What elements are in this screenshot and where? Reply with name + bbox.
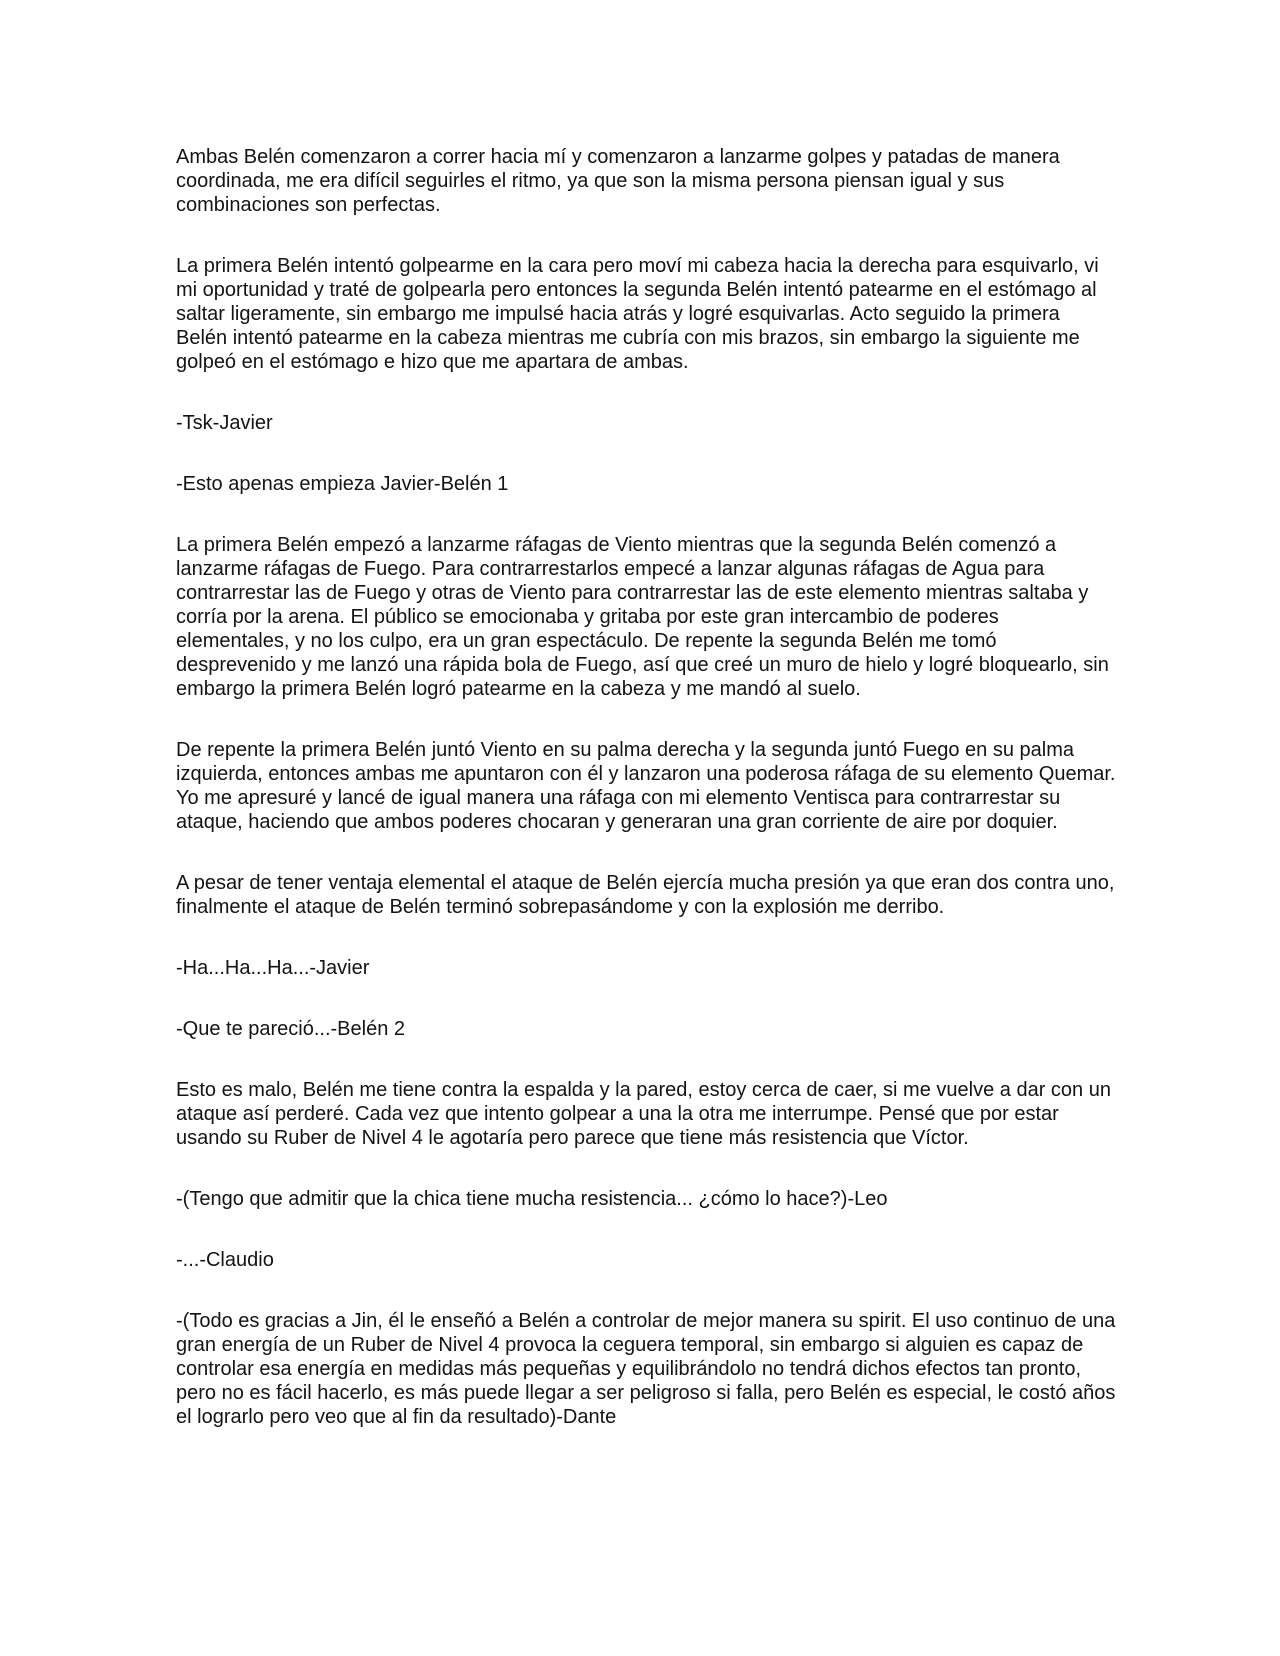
paragraph-3: La primera Belén empezó a lanzarme ráfagas de Viento mientras que la segunda Belén comenzó a lanzarme ráfagas de Fuego. Para contrarrestarlos empecé a lanzar algunas ráfagas de Agua para contrarrestar las de Fuego y otras de Viento para contrarrestar las de este elemento mientras saltaba y corría por la arena. El público se emocionaba y gritaba por este gran intercambio de poderes elementales, y no los culpo, era un gran espectáculo. De repente la segunda Belén me tomó desprevenido y me lanzó una rápida bola de Fuego, así que creé un muro de hielo y logré bloquearlo, sin embargo la primera Belén logró patearme en la cabeza y me mandó al suelo.: [176, 534, 1109, 700]
dialogue-line-1: -Tsk-Javier: [176, 412, 273, 434]
dialogue-line-2: -Esto apenas empieza Javier-Belén 1: [176, 473, 509, 495]
dialogue-line-3: -Ha...Ha...Ha...-Javier: [176, 957, 370, 979]
dialogue-line-6: -...-Claudio: [176, 1249, 274, 1271]
paragraph-7: -(Todo es gracias a Jin, él le enseñó a Belén a controlar de mejor manera su spirit. El uso continuo de una gran energía de un Ruber de Nivel 4 provoca la ceguera temporal, sin embargo si alguien es capaz de controlar esa energía en medidas más pequeñas y equilibrándolo no tendrá dichos efectos tan pronto, pero no es fácil hacerlo, es más puede llegar a ser peligroso si falla, pero Belén es especial, le costó años el lograrlo pero veo que al fin da resultado)-Dante: [176, 1310, 1116, 1428]
paragraph-4: De repente la primera Belén juntó Viento en su palma derecha y la segunda juntó Fuego en su palma izquierda, entonces ambas me apuntaron con él y lanzaron una poderosa ráfaga de su elemento Quemar. Yo me apresuré y lancé de igual manera una ráfaga con mi elemento Ventisca para contrarrestar su ataque, haciendo que ambos poderes chocaran y generaran una gran corriente de aire por doquier.: [176, 739, 1116, 833]
paragraph-5: A pesar de tener ventaja elemental el ataque de Belén ejercía mucha presión ya que eran dos contra uno, finalmente el ataque de Belén terminó sobrepasándome y con la explosión me derribo.: [176, 872, 1115, 918]
dialogue-line-4: -Que te pareció...-Belén 2: [176, 1018, 406, 1040]
paragraph-1: Ambas Belén comenzaron a correr hacia mí y comenzaron a lanzarme golpes y patadas de manera coordinada, me era difícil seguirles el ritmo, ya que son la misma persona piensan igual y sus combinaciones son perfectas.: [176, 146, 1060, 216]
document-body: [176, 145, 1116, 1466]
dialogue-line-5: -(Tengo que admitir que la chica tiene mucha resistencia... ¿cómo lo hace?)-Leo: [176, 1188, 888, 1210]
paragraph-6: Esto es malo, Belén me tiene contra la espalda y la pared, estoy cerca de caer, si me vuelve a dar con un ataque así perderé. Cada vez que intento golpear a una la otra me interrumpe. Pensé que por estar usando su Ruber de Nivel 4 le agotaría pero parece que tiene más resistencia que Víctor.: [176, 1079, 1111, 1149]
paragraph-2: La primera Belén intentó golpearme en la cara pero moví mi cabeza hacia la derecha para esquivarlo, vi mi oportunidad y traté de golpearla pero entonces la segunda Belén intentó patearme en el estómago al saltar ligeramente, sin embargo me impulsé hacia atrás y logré esquivarlas. Acto seguido la primera Belén intentó patearme en la cabeza mientras me cubría con mis brazos, sin embargo la siguiente me golpeó en el estómago e hizo que me apartara de ambas.: [176, 255, 1099, 373]
